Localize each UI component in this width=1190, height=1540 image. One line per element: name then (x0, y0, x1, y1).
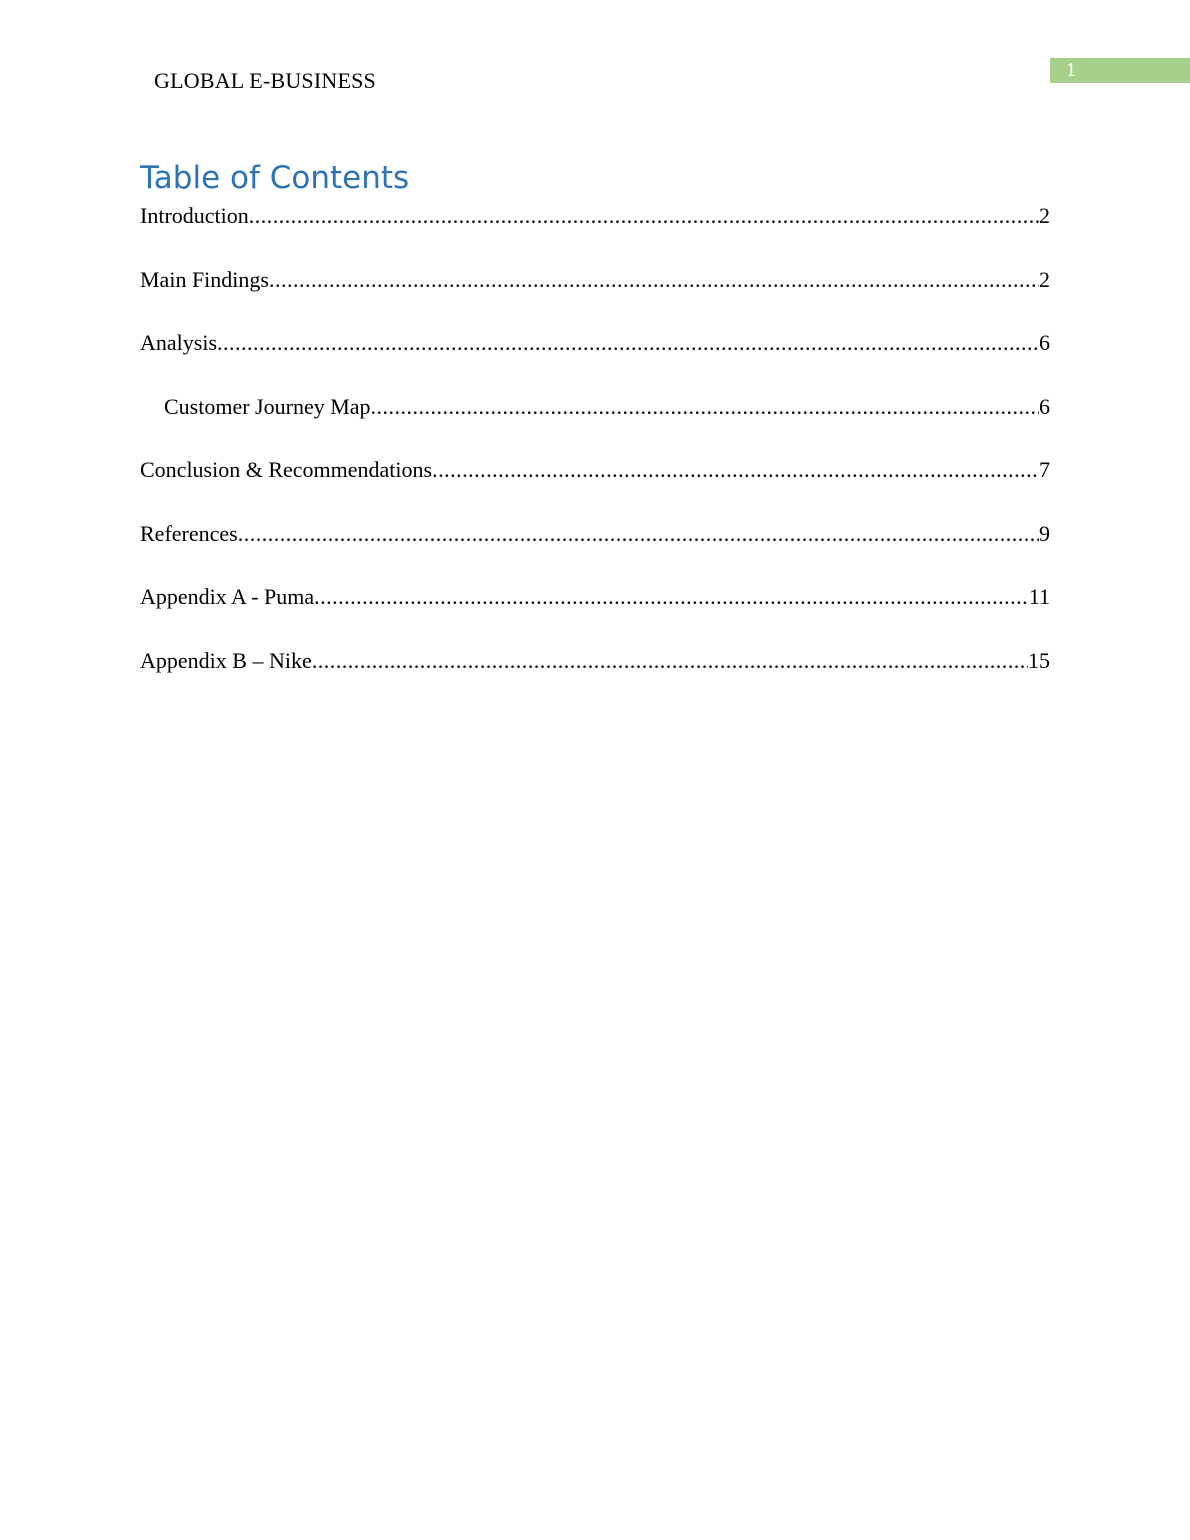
running-header-title: GLOBAL E-BUSINESS (154, 68, 376, 93)
toc-dot-leader (432, 454, 1039, 486)
toc-entry-title: Customer Journey Map (164, 393, 371, 419)
toc-dot-leader (312, 645, 1028, 677)
toc-entry-appendix-a-puma[interactable] (140, 581, 1050, 645)
toc-dot-leader (217, 327, 1039, 359)
toc-heading: Table of Contents (140, 160, 410, 196)
toc-entry-conclusion-recommendations[interactable] (140, 454, 1050, 518)
toc-entry-introduction[interactable] (140, 200, 1050, 264)
toc-entry-page: 9 (1039, 520, 1050, 546)
toc-entry-title: Main Findings (140, 266, 269, 292)
toc-entry-page: 2 (1039, 203, 1050, 228)
toc-entry-title: Appendix B – Nike (140, 647, 312, 673)
page-number-box (1050, 58, 1190, 83)
toc-dot-leader (249, 200, 1039, 232)
toc-dot-leader (371, 391, 1039, 423)
toc-entry-page: 6 (1039, 330, 1050, 355)
toc-dot-leader (314, 581, 1029, 613)
toc-entry-page: 6 (1039, 393, 1050, 419)
toc-entry-page: 7 (1039, 457, 1050, 482)
toc-dot-leader (238, 518, 1039, 550)
toc-entry-appendix-b-nike[interactable] (140, 645, 1050, 709)
toc-entry-page: 2 (1039, 266, 1050, 292)
toc-entry-title: Introduction (140, 203, 249, 228)
toc-entry-title: References (140, 520, 238, 546)
toc-entry-customer-journey-map[interactable] (140, 391, 1050, 455)
toc-entry-references[interactable] (140, 518, 1050, 582)
toc-entry-title: Analysis (140, 330, 217, 355)
toc-entry-title: Conclusion & Recommendations (140, 457, 433, 482)
toc-entry-analysis[interactable] (140, 327, 1050, 391)
toc-entry-page: 11 (1028, 584, 1050, 609)
toc-list (140, 200, 1050, 708)
page-number: 1 (1066, 59, 1076, 81)
toc-entry-page: 15 (1028, 647, 1050, 673)
toc-dot-leader (269, 264, 1039, 296)
toc-entry-main-findings[interactable] (140, 264, 1050, 328)
toc-entry-title: Appendix A - Puma (140, 584, 315, 609)
